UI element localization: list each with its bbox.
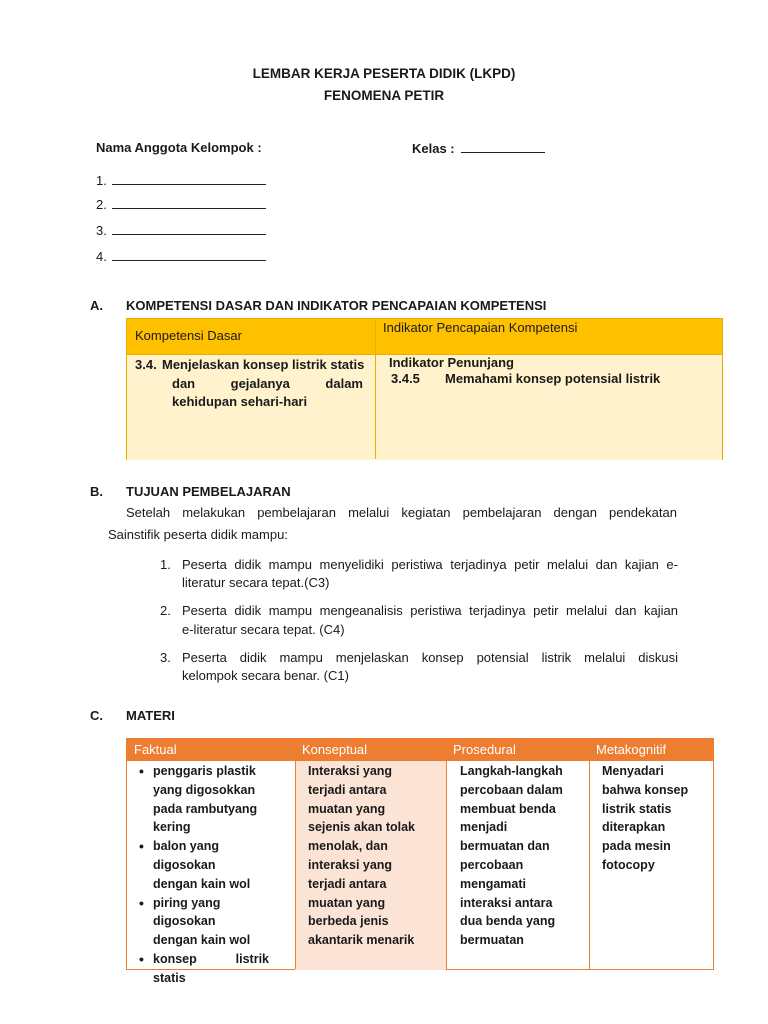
ipk-header: Indikator Pencapaian Kompetensi — [383, 320, 578, 335]
goal-number: 1. — [160, 557, 171, 572]
kd-word: dalam — [325, 376, 363, 391]
goal-3-line-1: Peserta didik mampu menjelaskan konsep potensial listrik melalui diskusi — [182, 650, 678, 665]
member-number: 3. — [96, 223, 107, 238]
member-row-2[interactable] — [96, 196, 266, 212]
konseptual-line: Interaksi yang — [308, 764, 393, 778]
prosedural-line: bermuatan — [460, 933, 524, 948]
prosedural-line: membuat benda — [460, 801, 556, 816]
konseptual-line: muatan yang — [308, 895, 386, 910]
member-number: 2. — [96, 197, 107, 212]
goal-1-line-1: Peserta didik mampu menyelidiki peristiwa terjadinya petir melalui dan kajian e- — [182, 557, 678, 572]
faktual-line: • konsep listrik statis — [153, 951, 269, 985]
faktual-line: dengan kain wol — [153, 876, 251, 891]
konseptual-line: muatan yang — [308, 801, 386, 816]
section-a-title: KOMPETENSI DASAR DAN INDIKATOR PENCAPAIAN KOMPETENSI — [126, 298, 547, 313]
goal-3-line-2: kelompok secara benar. (C1) — [182, 668, 349, 683]
document-title: LEMBAR KERJA PESERTA DIDIK (LKPD) — [252, 66, 516, 81]
konseptual-cell — [308, 762, 425, 950]
document-subtitle: FENOMENA PETIR — [323, 88, 445, 103]
column-divider — [375, 319, 376, 459]
prosedural-cell — [460, 762, 573, 950]
material-table — [126, 738, 714, 985]
faktual-line: dengan kain wol — [153, 933, 251, 948]
metakognitif-line: pada mesin — [602, 839, 671, 854]
goal-1-line-2: literatur secara tepat.(C3) — [182, 575, 330, 590]
header-faktual: Faktual — [134, 742, 177, 757]
faktual-line: kering — [153, 820, 191, 835]
faktual-item — [135, 950, 269, 988]
prosedural-line: dua benda yang — [460, 914, 556, 929]
objective-intro-line-2: Sainstifik peserta didik mampu: — [108, 527, 288, 542]
kd-line-3: kehidupan sehari-hari — [172, 394, 308, 409]
section-c-title: MATERI — [126, 708, 175, 723]
kd-number: 3.4. — [135, 357, 157, 372]
competency-table — [126, 318, 723, 460]
metakognitif-line: fotocopy — [602, 857, 655, 872]
column-divider — [295, 739, 296, 969]
goal-number: 2. — [160, 603, 171, 618]
class-label: Kelas : — [412, 141, 455, 156]
class-field[interactable] — [412, 140, 545, 156]
member-blank-line[interactable] — [112, 248, 266, 261]
kd-line-1: Menjelaskan konsep listrik statis — [162, 357, 365, 372]
konseptual-line: terjadi antara — [308, 876, 387, 891]
section-a-letter: A. — [90, 298, 103, 313]
metakognitif-line: bahwa konsep — [602, 782, 689, 797]
faktual-cell — [135, 762, 269, 988]
konseptual-line: sejenis akan tolak — [308, 820, 416, 835]
faktual-item — [135, 837, 269, 893]
prosedural-line: menjadi — [460, 820, 508, 835]
prosedural-line: interaksi antara — [460, 895, 553, 910]
section-b-title: TUJUAN PEMBELAJARAN — [126, 484, 291, 499]
members-label: Nama Anggota Kelompok : — [96, 140, 262, 155]
indicator-text: Memahami konsep potensial listrik — [445, 371, 661, 386]
column-divider — [446, 739, 447, 969]
header-prosedural: Prosedural — [453, 742, 516, 757]
column-divider — [589, 739, 590, 969]
faktual-line: pada rambutyang — [153, 801, 258, 816]
goal-2-line-2: e-literatur secara tepat. (C4) — [182, 622, 345, 637]
member-row-1[interactable] — [96, 172, 266, 188]
member-row-3[interactable] — [96, 222, 266, 238]
faktual-line: • balon yang — [153, 839, 219, 854]
metakognitif-line: diterapkan — [602, 820, 666, 835]
indicator-label: Indikator Penunjang — [389, 355, 514, 370]
faktual-item — [135, 762, 269, 837]
konseptual-line: berbeda jenis — [308, 914, 389, 929]
kd-header: Kompetensi Dasar — [135, 328, 242, 343]
indicator-number: 3.4.5 — [391, 371, 420, 386]
faktual-line: • piring yang — [153, 895, 221, 910]
prosedural-line: Langkah-langkah — [460, 764, 563, 778]
prosedural-line: bermuatan dan — [460, 839, 550, 854]
konseptual-line: interaksi yang — [308, 857, 393, 872]
member-number: 4. — [96, 249, 107, 264]
header-konseptual: Konseptual — [302, 742, 368, 757]
faktual-line: • penggaris plastik — [153, 764, 256, 778]
member-blank-line[interactable] — [112, 172, 266, 185]
prosedural-line: percobaan — [460, 857, 524, 872]
prosedural-line: percobaan dalam — [460, 782, 563, 797]
section-c-letter: C. — [90, 708, 103, 723]
faktual-line: digosokan — [153, 857, 216, 872]
metakognitif-line: listrik statis — [602, 801, 672, 816]
member-number: 1. — [96, 173, 107, 188]
kd-line-2 — [172, 376, 363, 391]
goal-number: 3. — [160, 650, 171, 665]
konseptual-line: menolak, dan — [308, 839, 388, 854]
section-b-letter: B. — [90, 484, 103, 499]
prosedural-line: mengamati — [460, 876, 526, 891]
kd-word: gejalanya — [230, 376, 290, 391]
faktual-line: yang digosokkan — [153, 782, 256, 797]
metakognitif-line: Menyadari — [602, 764, 664, 778]
kd-word: dan — [172, 376, 196, 391]
goal-2-line-1: Peserta didik mampu mengeanalisis peristiwa terjadinya petir melalui dan kajian — [182, 603, 678, 618]
member-blank-line[interactable] — [112, 196, 266, 209]
header-metakognitif: Metakognitif — [596, 742, 667, 757]
metakognitif-cell — [602, 762, 694, 875]
member-blank-line[interactable] — [112, 222, 266, 235]
faktual-item — [135, 894, 269, 950]
faktual-line: digosokan — [153, 914, 216, 929]
member-row-4[interactable] — [96, 248, 266, 264]
objective-intro-line-1: Setelah melakukan pembelajaran melalui kegiatan pembelajaran dengan pendekatan — [126, 505, 677, 520]
konseptual-line: akantarik menarik — [308, 933, 415, 948]
konseptual-line: terjadi antara — [308, 782, 387, 797]
class-blank-line[interactable] — [461, 140, 545, 153]
